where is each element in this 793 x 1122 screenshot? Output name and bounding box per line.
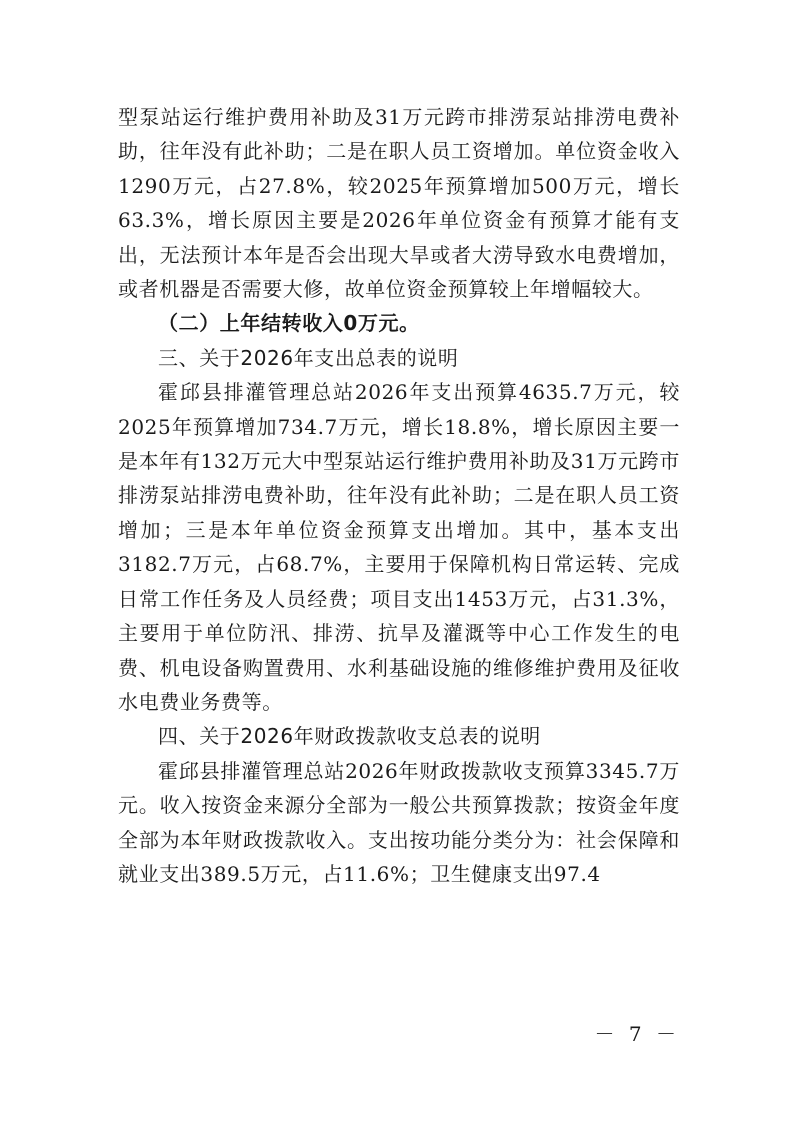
paragraph-expenditure-summary: 霍邱县排灌管理总站2026年支出预算4635.7万元，较2025年预算增加734.7万元，增长18.8%，增长原因主要一是本年有132万元大中型泵站运行维护费用补助及31万元跨市排涝泵站排涝电费补助，往年没有此补助；二是在职人员工资增加；三是本年单位资金预算支出增加。其中，基本支出3182.7万元，占68.7%，主要用于保障机构日常运转、完成日常工作任务及人员经费；项目支出1453万元，占31.3%，主要用于单位防汛、排涝、抗旱及灌溉等中心工作发生的电费、机电设备购置费用、水利基础设施的维修维护费用及征收水电费业务费等。 bbox=[118, 380, 680, 714]
section-heading-expenditure: 三、关于2026年支出总表的说明 bbox=[158, 345, 459, 370]
paragraph-fiscal-appropriation: 霍邱县排灌管理总站2026年财政拨款收支预算3345.7万元。收入按资金来源分全部为一般公共预算拨款；按资金年度全部为本年财政拨款收入。支出按功能分类分为：社会保障和就业支出389.5万元，占11.6%；卫生健康支出97.4 bbox=[118, 758, 680, 886]
document-body bbox=[118, 100, 680, 891]
paragraph-continued-income: 型泵站运行维护费用补助及31万元跨市排涝泵站排涝电费补助，往年没有此补助；二是在职人员工资增加。单位资金收入1290万元，占27.8%，较2025年预算增加500万元，增长63.3%，增长原因主要是2026年单位资金有预算才能有支出，无法预计本年是否会出现大旱或者大涝导致水电费增加，或者机器是否需要大修，故单位资金预算较上年增幅较大。 bbox=[118, 105, 680, 302]
section-heading-fiscal-appropriation: 四、关于2026年财政拨款收支总表的说明 bbox=[158, 724, 541, 749]
subheading-prior-year-carryover: （二）上年结转收入0万元。 bbox=[158, 311, 420, 336]
page-number: － 7 － bbox=[594, 1022, 680, 1046]
